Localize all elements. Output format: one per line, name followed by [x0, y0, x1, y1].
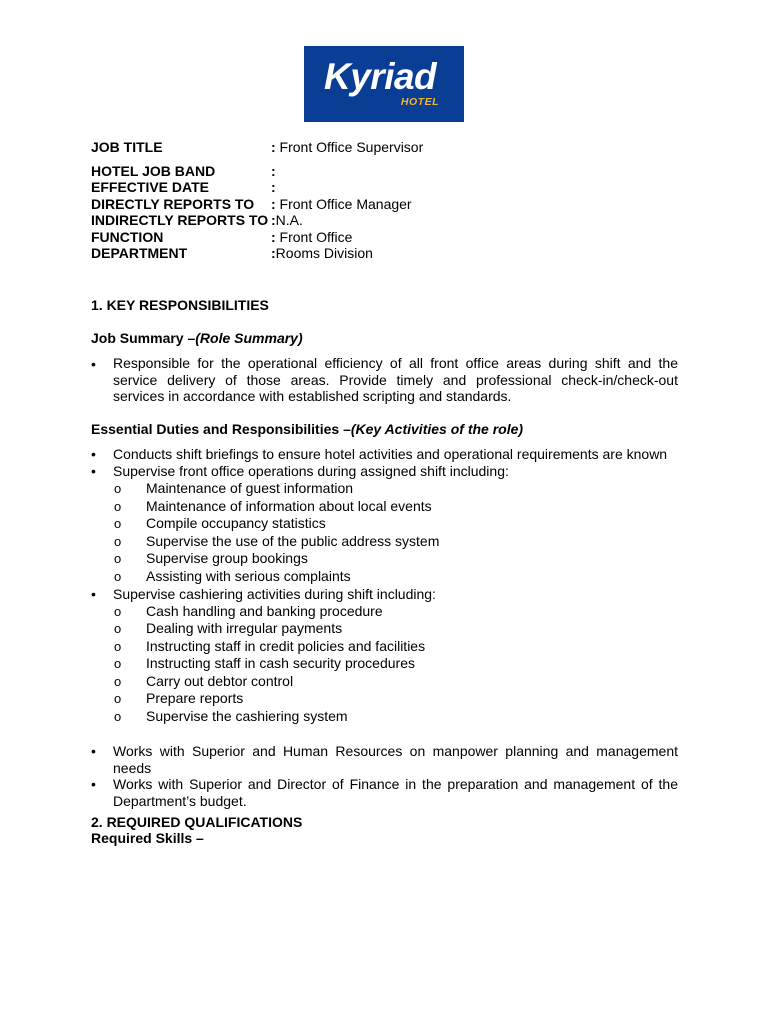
- field-label-department: DEPARTMENT: [91, 245, 188, 261]
- sub-duty-item: Maintenance of information about local events: [146, 498, 432, 514]
- sub-bullet-icon: o: [114, 481, 122, 496]
- sub-bullet-icon: o: [114, 691, 122, 706]
- sub-duty-item: Dealing with irregular payments: [146, 620, 343, 636]
- sub-duty-item: Cash handling and banking procedure: [146, 603, 383, 619]
- field-value-directly-reports: : Front Office Manager: [271, 196, 412, 212]
- bullet-icon: •: [91, 463, 96, 479]
- sub-duty-item: Carry out debtor control: [146, 673, 294, 689]
- bullet-icon: •: [91, 356, 96, 372]
- bullet-icon: •: [91, 776, 96, 792]
- field-label-job-band: HOTEL JOB BAND: [91, 163, 216, 179]
- duty-item: Supervise cashiering activities during shift including:: [113, 586, 436, 602]
- sub-bullet-icon: o: [114, 674, 122, 689]
- field-label-function: FUNCTION: [91, 229, 164, 245]
- sub-duty-item: Instructing staff in credit policies and facilities: [146, 638, 426, 654]
- bullet-icon: •: [91, 446, 96, 462]
- duty-item: Works with Superior and Director of Finance in the preparation and management of the Department’s budget.: [113, 776, 678, 809]
- sub-duty-item: Supervise the cashiering system: [146, 708, 348, 724]
- sub-duty-item: Prepare reports: [146, 690, 244, 706]
- field-value-effective-date: :: [271, 179, 276, 195]
- sub-bullet-icon: o: [114, 569, 122, 584]
- field-label-directly-reports: DIRECTLY REPORTS TO: [91, 196, 255, 212]
- duty-item: Works with Superior and Human Resources on manpower planning and management needs: [113, 743, 678, 776]
- field-value-job-band: :: [271, 163, 276, 179]
- sub-bullet-icon: o: [114, 551, 122, 566]
- sub-bullet-icon: o: [114, 534, 122, 549]
- sub-duty-item: Compile occupancy statistics: [146, 515, 326, 531]
- field-value-function: : Front Office: [271, 229, 353, 245]
- sub-duty-item: Maintenance of guest information: [146, 480, 354, 496]
- field-value-indirectly-reports: :N.A.: [271, 212, 303, 228]
- bullet-icon: •: [91, 586, 96, 602]
- logo-brand-text: Kyriad: [324, 56, 437, 97]
- sub-bullet-icon: o: [114, 499, 122, 514]
- bullet-icon: •: [91, 743, 96, 759]
- job-summary-heading: Job Summary –(Role Summary): [91, 330, 303, 346]
- duty-item: Conducts shift briefings to ensure hotel activities and operational requirements are known: [113, 446, 668, 462]
- duty-item: Supervise front office operations during assigned shift including:: [113, 463, 509, 479]
- sub-bullet-icon: o: [114, 639, 122, 654]
- field-label-effective-date: EFFECTIVE DATE: [91, 179, 209, 195]
- sub-bullet-icon: o: [114, 656, 122, 671]
- field-label-indirectly-reports: INDIRECTLY REPORTS TO: [91, 212, 269, 228]
- sub-bullet-icon: o: [114, 621, 122, 636]
- field-value-department: :Rooms Division: [271, 245, 373, 261]
- logo-subtitle-text: HOTEL: [400, 96, 439, 108]
- sub-duty-item: Instructing staff in cash security procedures: [146, 655, 415, 671]
- kyriad-hotel-logo: [304, 46, 464, 122]
- sub-bullet-icon: o: [114, 709, 122, 724]
- field-value-job-title: : Front Office Supervisor: [271, 139, 424, 155]
- job-summary-text: Responsible for the operational efficiency of all front office areas during shift and the service delivery of those areas. Provide timely and professional check-in/check-out services in accordance with established scripting and standards.: [113, 355, 678, 404]
- sub-duty-item: Assisting with serious complaints: [146, 568, 351, 584]
- essential-duties-heading: Essential Duties and Responsibilities –(Key Activities of the role): [91, 421, 524, 437]
- sub-bullet-icon: o: [114, 604, 122, 619]
- field-label-job-title: JOB TITLE: [91, 139, 163, 155]
- sub-bullet-icon: o: [114, 516, 122, 531]
- section-heading-key-responsibilities: 1. KEY RESPONSIBILITIES: [91, 297, 269, 313]
- sub-duty-item: Supervise the use of the public address system: [146, 533, 440, 549]
- sub-duty-item: Supervise group bookings: [146, 550, 308, 566]
- section-heading-required-qualifications: 2. REQUIRED QUALIFICATIONS: [91, 814, 303, 830]
- required-skills-heading: Required Skills –: [91, 830, 204, 846]
